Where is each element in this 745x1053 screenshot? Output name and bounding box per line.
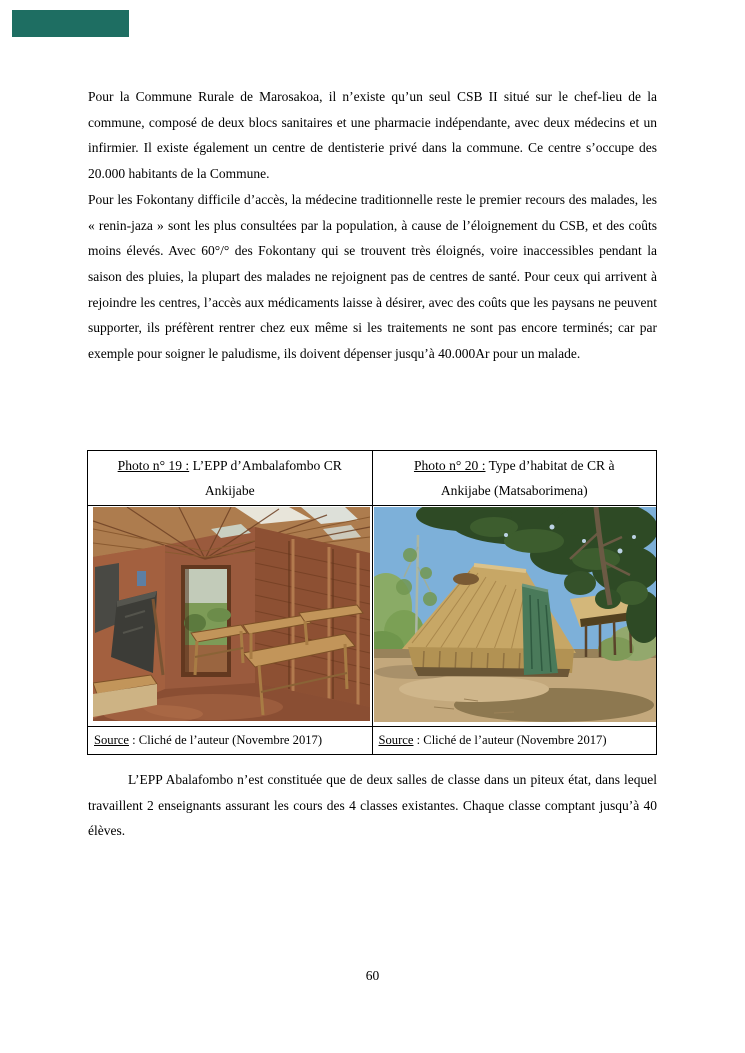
photo-20-source-text: : Cliché de l’auteur (Novembre 2017) [416,733,607,747]
photo-19-source [88,727,373,755]
photo-20-source [372,727,657,755]
doorway [181,565,231,677]
teal-corner-marker [12,10,129,37]
paragraph-2: Pour les Fokontany difficile d’accès, la médecine traditionnelle reste le premier recours des malades, les « renin-jaza » sont les plus consultées par la population, à cause de l’éloignement du CSB, et des coûts moins élevés. Avec 60°/° des Fokontany qui se trouvent très éloignés, voire inaccessibles pendant la saison des pluies, la plupart des malades ne rejoignent pas de centres de santé. Pour ceux qui arrivent à rejoindre les centres, l’accès aux médicaments laisse à désirer, avec des coûts que les paysans ne peuvent supporter, ils préfèrent rentrer chez eux même si les traitements ne sont pas encore terminés; car par exemple pour soigner le paludisme, ils doivent dépenser jusqu’à 40.000Ar pour un malade. [88,191,657,362]
photo-20-caption [372,451,657,506]
photo-20-caption-text: Type d’habitat de CR à [488,458,615,473]
photo-19-cell [88,506,373,727]
photo-19-caption-text: L’EPP d’Ambalafombo CR [192,458,342,473]
classroom-photo [93,507,370,721]
photo-source-row [88,727,657,755]
photo-19-source-text: : Cliché de l’auteur (Novembre 2017) [132,733,323,747]
body-text [88,84,657,367]
photo-19-caption-label: Photo n° 19 : [117,458,190,473]
blue-poster [137,571,146,586]
hut-photo [374,507,656,722]
photo-20-source-label: Source [378,733,414,747]
photo-19-source-label: Source [94,733,129,747]
photo-caption-row [88,451,657,506]
photo-19-caption-line2: Ankijabe [204,483,255,498]
photo-row [88,506,657,727]
paragraph-1: Pour la Commune Rurale de Marosakoa, il n’existe qu’un seul CSB II situé sur le chef-lieu de la commune, composé de deux blocs sanitaires et une pharmacie indépendante, avec deux médecins et un infirmier. Il existe également un centre de dentisterie privé dans la commune. Ce centre s’occupe des 20.000 habitants de la Commune. [88,89,657,182]
photo-20-cell [372,506,657,727]
photo-table [87,450,657,755]
photo-20-caption-label: Photo n° 20 : [413,458,486,473]
page-number: 60 [365,968,380,983]
photo-19-caption [88,451,373,506]
paragraph-3: L’EPP Abalafombo n’est constituée que de deux salles de classe dans un piteux état, dans lequel travaillent 2 enseignants assurant les cours des 4 classes existantes. Chaque classe comptant jusqu’à 40 élèves. [88,772,657,839]
photo-20-caption-line2: Ankijabe (Matsaborimena) [440,483,588,498]
